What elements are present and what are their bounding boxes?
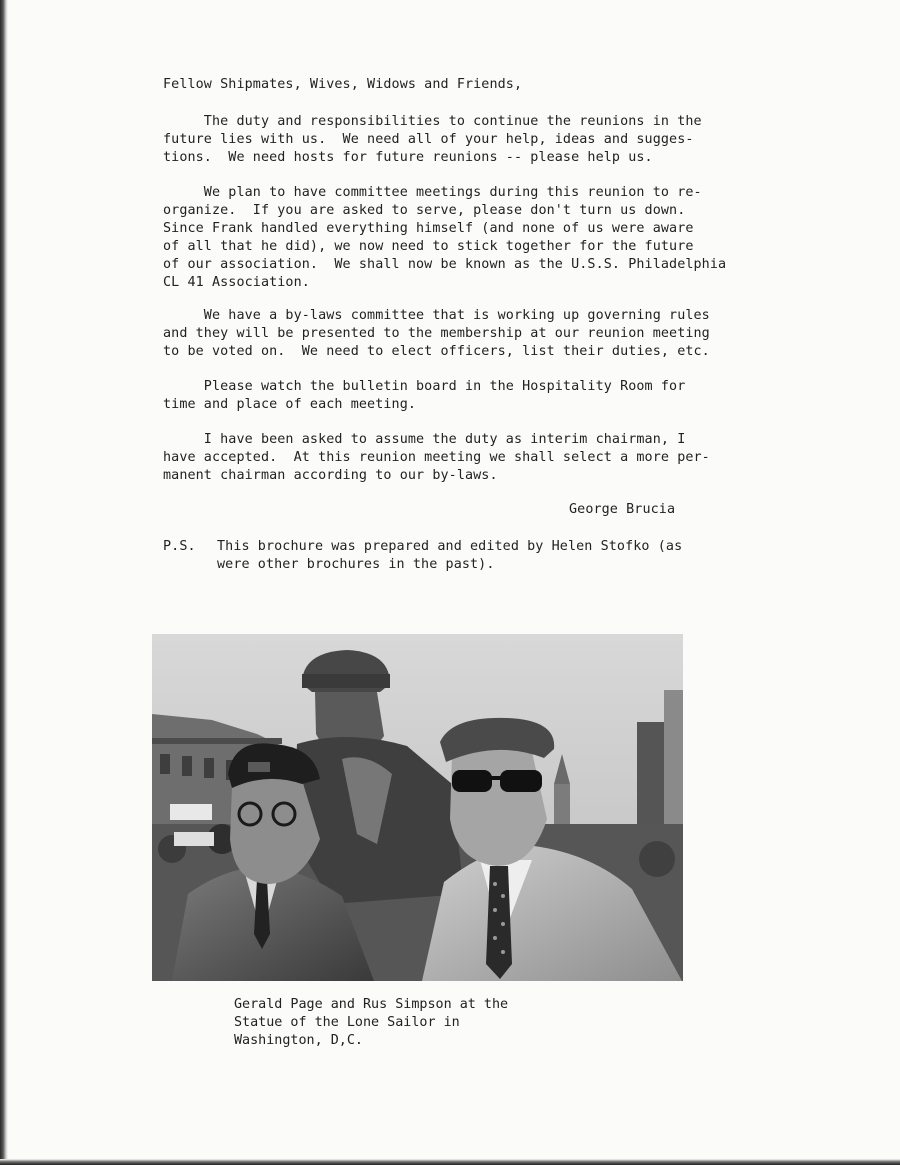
page-left-edge xyxy=(0,0,8,1165)
letter-signature: George Brucia xyxy=(569,502,676,517)
page-bottom-edge xyxy=(0,1159,900,1165)
postscript-text: This brochure was prepared and edited by Helen Stofko (as were other brochures in the past). xyxy=(217,539,683,572)
photo-caption: Gerald Page and Rus Simpson at the Statue of the Lone Sailor in Washington, D,C. xyxy=(234,997,509,1048)
postscript-label: P.S. xyxy=(163,539,196,554)
photo-illustration xyxy=(152,634,683,981)
photo-lone-sailor-statue xyxy=(152,634,683,981)
letter-greeting: Fellow Shipmates, Wives, Widows and Friends, xyxy=(163,77,523,92)
letter-paragraph-5: I have been asked to assume the duty as interim chairman, I have accepted. At this reunion meeting we shall select a more per- manent chairman according to our by-laws. xyxy=(163,432,710,483)
letter-paragraph-3: We have a by-laws committee that is working up governing rules and they will be presented to the membership at our reunion meeting to be voted on. We need to elect officers, list their duties, etc. xyxy=(163,308,710,359)
letter-paragraph-2: We plan to have committee meetings during this reunion to re- organize. If you are asked to serve, please don't turn us down. Since Frank handled everything himself (and none of us were aware of all that he did), we now need to stick together for the future of our association. We shall now be known as the U.S.S. Philadelphia CL 41 Association. xyxy=(163,185,727,290)
letter-paragraph-1: The duty and responsibilities to continue the reunions in the future lies with us. We need all of your help, ideas and sugges- tions. We need hosts for future reunions -- please help us. xyxy=(163,114,702,165)
letter-paragraph-4: Please watch the bulletin board in the Hospitality Room for time and place of each meeting. xyxy=(163,379,686,412)
